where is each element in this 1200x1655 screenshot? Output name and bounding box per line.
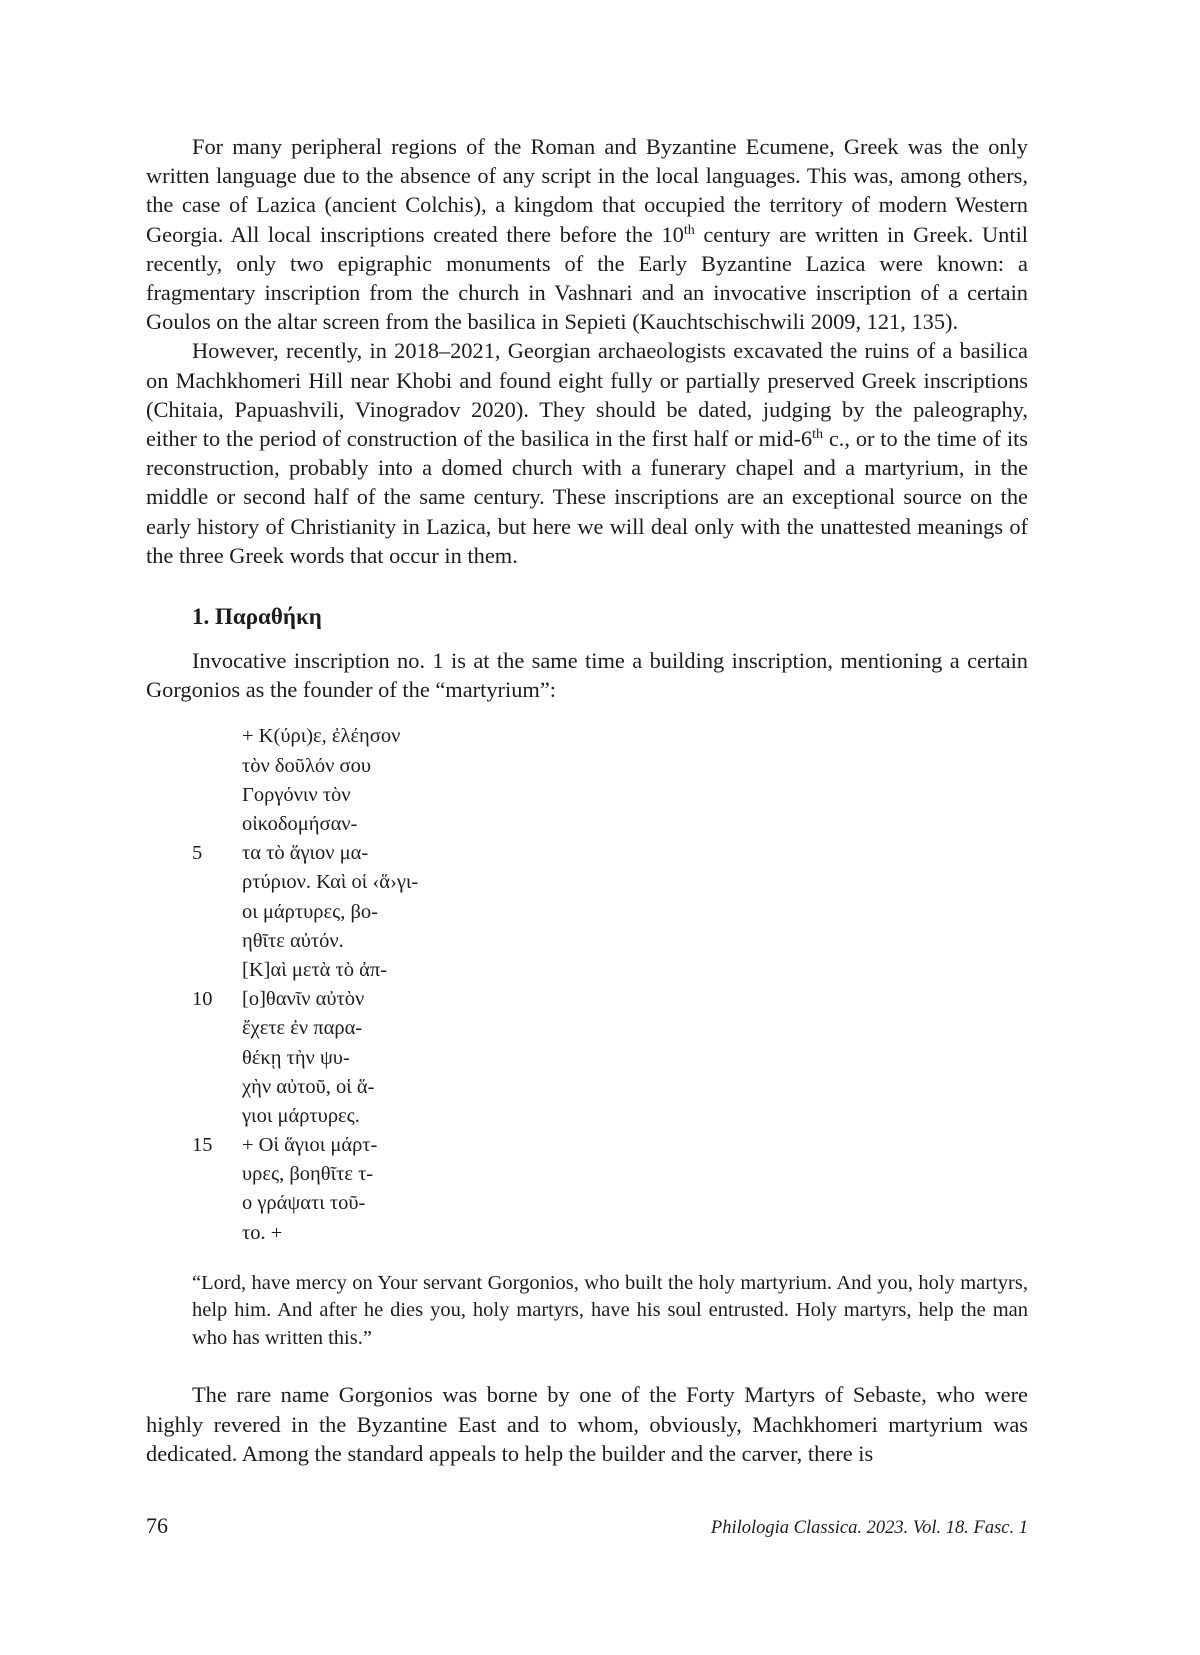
line-number <box>146 898 242 927</box>
line-number <box>146 781 242 810</box>
inscription-line <box>146 898 1028 927</box>
line-number <box>146 927 242 956</box>
page-body <box>146 132 1028 1468</box>
line-text: [Κ]αὶ μετὰ τὸ ἀπ- <box>242 958 388 981</box>
line-number <box>146 1014 242 1043</box>
line-text: οι μάρτυρες, βο- <box>242 900 378 923</box>
line-number <box>146 1102 242 1131</box>
line-text: χὴν αὐτοῦ, οἱ ἅ- <box>242 1075 375 1098</box>
inscription-line <box>146 781 1028 810</box>
journal-citation: Philologia Classica. 2023. Vol. 18. Fasc. 1 <box>710 1518 1028 1538</box>
inscription-line <box>146 722 1028 751</box>
line-text: τὸν δοῦλόν σου <box>242 754 371 777</box>
line-number <box>146 1189 242 1218</box>
line-text: τα τὸ ἅγιον μα- <box>242 842 369 865</box>
paragraph-2 <box>146 336 1028 570</box>
line-text: ο γράψατι τοῦ- <box>242 1192 366 1215</box>
line-number <box>146 1219 242 1248</box>
paragraph-1 <box>146 132 1028 336</box>
line-number: 5 <box>192 842 203 865</box>
paragraph-1-text: For many peripheral regions of the Roman and Byzantine Ecumene, Greek was the only written language due to the absence of any script in the local languages. This was, among others, the case of Lazica (ancient Colchis), a kingdom that occupied the territory of modern Western Georgia. All local inscriptions created there before the 10 <box>146 134 1028 247</box>
inscription-line <box>146 752 1028 781</box>
line-number <box>146 956 242 985</box>
inscription-line <box>146 1189 1028 1218</box>
line-number <box>146 1073 242 1102</box>
line-text: ρτύριον. Καὶ οἱ ‹ἅ›γι- <box>242 871 419 894</box>
paragraph-4: The rare name Gorgonios was borne by one of the Forty Martyrs of Sebaste, who were highly revered in the Byzantine East and to whom, obviously, Machkhomeri martyrium was dedicated. Among the standard appeals to help the builder and the carver, there is <box>146 1382 1028 1466</box>
inscription-line <box>146 1044 1028 1073</box>
paragraph-2-text: However, recently, in 2018–2021, Georgian archaeologists excavated the ruins of a basilica on Machkhomeri Hill near Khobi and found eight fully or partially preserved Greek inscriptions (Chitaia, Papuashvili, Vinogradov 2020). They should be dated, judging by the paleography, either to the period of construction of the basilica in the first half or mid-6 <box>146 338 1028 452</box>
inscription-line <box>146 868 1028 897</box>
line-text: + Οἱ ἅγιοι μάρτ- <box>242 1134 378 1157</box>
line-text: [ο]θανῖν αὐτὸν <box>242 988 365 1011</box>
superscript-th: th <box>683 222 695 238</box>
line-text: + Κ(ύρι)ε, ἐλέησον <box>242 725 401 748</box>
inscription-line <box>146 927 1028 956</box>
line-text: γιοι μάρτυρες. <box>242 1104 360 1127</box>
line-number <box>146 752 242 781</box>
inscription-line <box>146 1102 1028 1131</box>
inscription-line <box>146 1160 1028 1189</box>
inscription-translation: “Lord, have mercy on Your servant Gorgonios, who built the holy martyrium. And you, holy martyrs, help him. And after he dies you, holy martyrs, have his soul entrusted. Holy martyrs, help the man who has written this.” <box>192 1271 1028 1349</box>
page-number: 76 <box>146 1513 168 1538</box>
line-text: υρες, βοηθῖτε τ- <box>242 1163 374 1186</box>
line-text: ἔχετε ἐν παρα- <box>242 1017 363 1040</box>
line-text: ηθῖτε αὐτόν. <box>242 929 344 952</box>
line-number <box>146 810 242 839</box>
inscription-line <box>146 1014 1028 1043</box>
line-text: το. + <box>242 1221 283 1244</box>
line-number <box>146 722 242 751</box>
line-number: 15 <box>192 1134 213 1157</box>
inscription-line <box>146 1073 1028 1102</box>
inscription-line <box>146 1131 1028 1160</box>
superscript-th: th <box>812 427 824 443</box>
line-number <box>146 868 242 897</box>
section-heading: 1. Παραθήκη <box>192 604 322 630</box>
inscription-line <box>146 1219 1028 1248</box>
inscription-line <box>146 985 1028 1014</box>
paragraph-3: Invocative inscription no. 1 is at the same time a building inscription, mentioning a certain Gorgonios as the founder of the “martyrium”: <box>146 648 1028 703</box>
line-number: 10 <box>192 988 213 1011</box>
paragraph-1-end: century are written in Greek. Until recently, only two epigraphic monuments of the Early Byzantine Lazica were known: a fragmentary inscription from the church in Vashnari and an invocative inscription of a certain Goulos on the altar screen from the basilica in Sepieti (Kauchtschischwili 2009, 121, 135). <box>146 221 1029 335</box>
line-text: θέκῃ τὴν ψυ- <box>242 1046 350 1069</box>
inscription-line <box>146 810 1028 839</box>
line-number <box>146 1044 242 1073</box>
line-number <box>146 1160 242 1189</box>
page-footer <box>146 1513 1028 1543</box>
line-text: οἰκοδομήσαν- <box>242 813 358 836</box>
line-text: Γοργόνιν τὸν <box>242 783 351 806</box>
inscription-line <box>146 956 1028 985</box>
inscription-line <box>146 839 1028 868</box>
inscription-text <box>146 722 1028 1247</box>
paragraph-2-end: c., or to the time of its reconstruction, probably into a domed church with a funerary chapel and a martyrium, in the middle or second half of the same century. These inscriptions are an exceptional source on the early history of Christianity in Lazica, but here we will deal only with the unattested meanings of the three Greek words that occur in them. <box>146 426 1029 568</box>
